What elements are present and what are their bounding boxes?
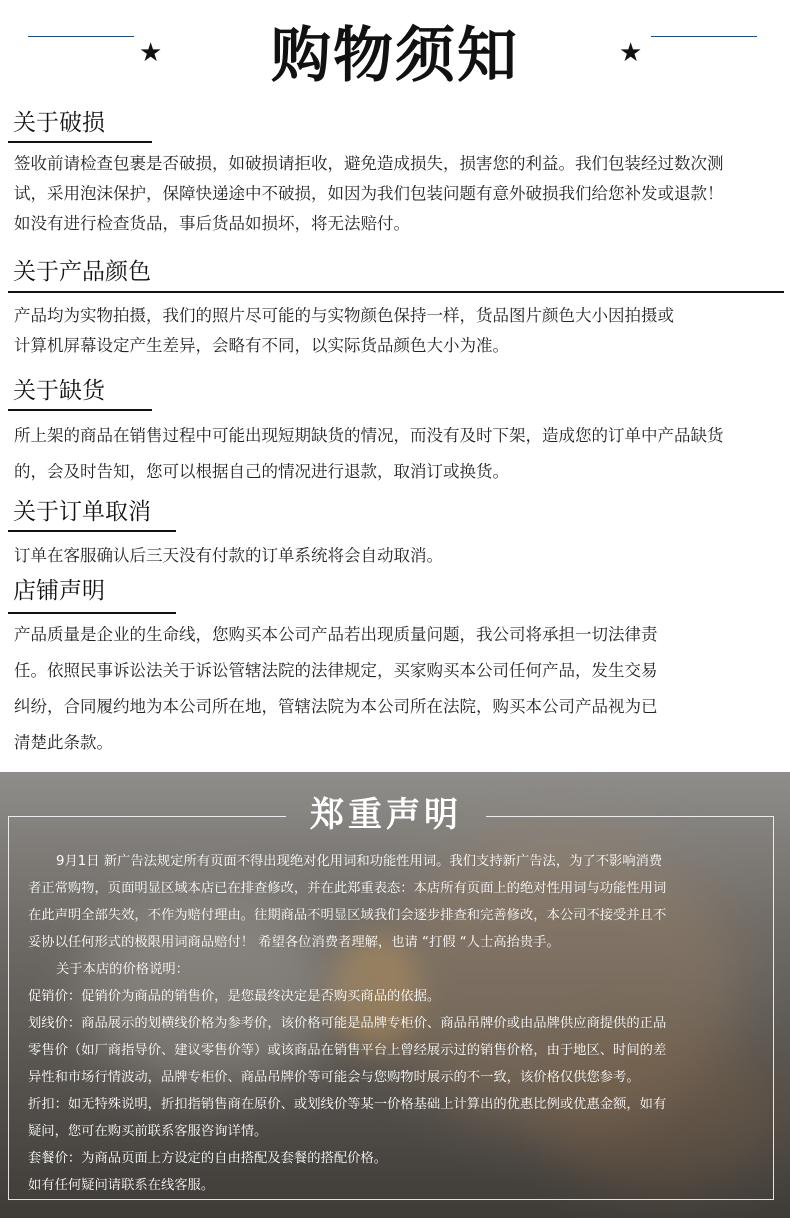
section-body	[14, 149, 790, 239]
body-line: 订单在客服确认后三天没有付款的订单系统将会自动取消。	[14, 546, 443, 565]
notice-line: 如有任何疑问请联系在线客服。	[28, 1178, 215, 1193]
section-underline	[8, 530, 176, 532]
notice-line: 促销价：促销价为商品的销售价，是您最终决定是否购买商品的依据。	[28, 989, 441, 1004]
body-line: 计算机屏幕设定产生差异，会略有不同，以实际货品颜色大小为准。	[14, 336, 509, 355]
notice-line: 折扣：如无特殊说明，折扣指销售商在原价、或划线价等某一价格基础上计算出的优惠比例或优惠金额，如有	[28, 1097, 667, 1112]
notice-line: 划线价：商品展示的划横线价格为参考价，该价格可能是品牌专柜价、商品吊牌价或由品牌供应商提供的正品	[28, 1016, 667, 1031]
section-title: 关于产品颜色	[13, 259, 151, 285]
section-underline	[8, 409, 152, 411]
body-line: 清楚此条款。	[14, 733, 113, 752]
section-title: 关于破损	[13, 110, 105, 136]
body-line: 任。依照民事诉讼法关于诉讼管辖法院的法律规定，买家购买本公司任何产品，发生交易	[14, 661, 658, 680]
notice-frame-top-right	[486, 816, 774, 817]
body-line: 产品均为实物拍摄，我们的照片尽可能的与实物颜色保持一样，货品图片颜色大小因拍摄或	[14, 306, 674, 325]
section-body	[14, 620, 790, 758]
star-icon: ★	[139, 38, 163, 68]
notice-line: 疑问，您可在购买前联系客服咨询详情。	[28, 1124, 268, 1139]
body-line: 纠纷，合同履约地为本公司所在地，管辖法院为本公司所在法院，购买本公司产品视为已	[14, 697, 658, 716]
notice-body	[28, 848, 768, 1199]
star-icon: ★	[619, 38, 643, 68]
notice-line: 异性和市场行情波动，品牌专柜价、商品吊牌价等可能会与您购物时展示的不一致，该价格仅供您参考。	[28, 1070, 640, 1085]
page-title: 购物须知	[271, 21, 519, 91]
section-out-of-stock	[0, 376, 790, 491]
section-title: 关于缺货	[13, 378, 105, 404]
notice-frame-top-left	[8, 816, 286, 817]
notice-title: 郑重声明	[310, 795, 462, 835]
section-store-statement	[0, 576, 790, 761]
section-body	[14, 421, 790, 487]
body-line: 的，会及时告知，您可以根据自己的情况进行退款，取消订或换货。	[14, 462, 509, 481]
section-body	[14, 301, 790, 361]
section-underline	[8, 141, 152, 143]
section-damage	[0, 108, 790, 238]
section-underline	[8, 291, 784, 293]
section-title: 店铺声明	[13, 578, 105, 604]
notice-line: 妥协以任何形式的极限用词商品赔付！ 希望各位消费者理解，也请 “打假 “人士高抬贵手。	[28, 935, 560, 950]
notice-line: 者正常购物，页面明显区域本店已在排查修改，并在此郑重表态：本店所有页面上的绝对性用词与功能性用词	[28, 881, 667, 896]
notice-line: 9月1日 新广告法规定所有页面不得出现绝对化用词和功能性用词。我们支持新广告法，为了不影响消费	[56, 854, 663, 869]
notice-line: 关于本店的价格说明：	[56, 962, 189, 977]
section-order-cancel	[0, 497, 790, 572]
notice-line: 零售价（如厂商指导价、建议零售价等）或该商品在销售平台上曾经展示过的销售价格，由于地区、时间的差	[28, 1043, 667, 1058]
section-body	[14, 541, 790, 571]
solemn-statement-panel	[0, 772, 790, 1218]
body-line: 所上架的商品在销售过程中可能出现短期缺货的情况，而没有及时下架，造成您的订单中产品缺货	[14, 426, 724, 445]
notice-line: 套餐价：为商品页面上方设定的自由搭配及套餐的搭配价格。	[28, 1151, 388, 1166]
section-color	[0, 257, 790, 367]
notice-line: 在此声明全部失效，不作为赔付理由。往期商品不明显区域我们会逐步排查和完善修改，本公司不接受并且不	[28, 908, 667, 923]
body-line: 签收前请检查包裹是否破损，如破损请拒收，避免造成损失，损害您的利益。我们包装经过数次测	[14, 154, 724, 173]
section-title: 关于订单取消	[13, 499, 151, 525]
header	[0, 0, 790, 100]
body-line: 如没有进行检查货品，事后货品如损坏，将无法赔付。	[14, 214, 410, 233]
body-line: 产品质量是企业的生命线，您购买本公司产品若出现质量问题，我公司将承担一切法律责	[14, 625, 658, 644]
section-underline	[8, 612, 176, 614]
body-line: 试，采用泡沫保护，保障快递途中不破损，如因为我们包装问题有意外破损我们给您补发或退款！	[14, 184, 724, 203]
